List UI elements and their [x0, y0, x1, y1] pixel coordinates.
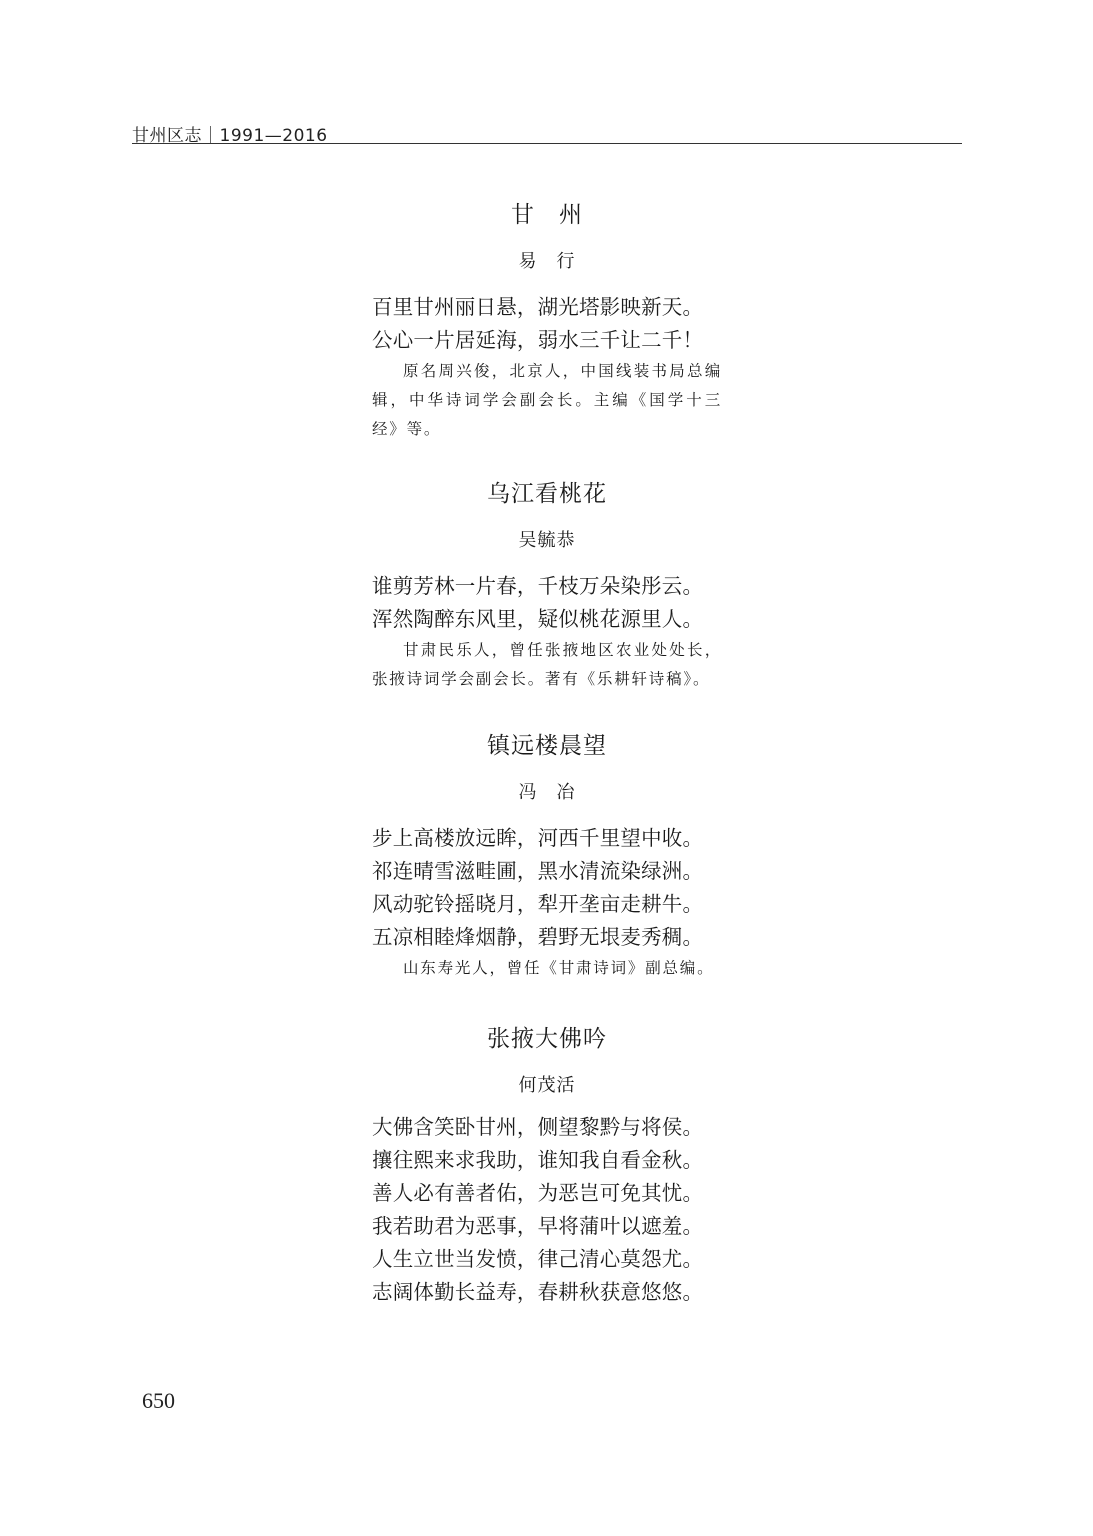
poem-title: 镇远楼晨望 — [487, 733, 607, 759]
poem-title: 张掖大佛吟 — [487, 1026, 607, 1052]
poem-line: 五凉相睦烽烟静，碧野无垠麦秀稠。 — [372, 925, 704, 949]
poem-lines — [372, 822, 722, 954]
header-rule — [132, 143, 962, 144]
poem — [372, 1019, 722, 1309]
poem-line: 谁剪芳林一片春，千枝万朵染彤云。 — [372, 574, 704, 598]
poem-line: 我若助君为恶事，早将蒲叶以遮羞。 — [372, 1214, 704, 1238]
poem-author: 何茂活 — [518, 1075, 576, 1096]
page-number: 650 — [142, 1388, 175, 1413]
poem — [372, 195, 722, 444]
poem — [372, 474, 722, 694]
poem-line: 志阔体勤长益寿，春耕秋获意悠悠。 — [372, 1280, 704, 1304]
poem-line: 祁连晴雪滋畦圃，黑水清流染绿洲。 — [372, 859, 704, 883]
poem-author: 冯 冶 — [518, 782, 576, 803]
running-header: 甘州区志｜1991—2016 — [132, 126, 328, 146]
poem-line: 浑然陶醉东风里，疑似桃花源里人。 — [372, 607, 704, 631]
poem-line: 步上高楼放远眸，河西千里望中收。 — [372, 826, 704, 850]
poem-title: 乌江看桃花 — [487, 481, 607, 507]
poem-lines — [372, 570, 722, 636]
poem-line: 百里甘州丽日悬，湖光塔影映新天。 — [372, 295, 704, 319]
poem-title: 甘 州 — [511, 202, 583, 228]
poem-lines — [372, 291, 722, 357]
poem-line: 公心一片居延海，弱水三千让二千！ — [372, 328, 704, 352]
poem-line: 大佛含笑卧甘州，侧望黎黔与将侯。 — [372, 1115, 704, 1139]
poem-line: 人生立世当发愤，律己清心莫怨尤。 — [372, 1247, 704, 1271]
poem-line: 风动驼铃摇晓月，犁开垄亩走耕牛。 — [372, 892, 704, 916]
poem-author: 易 行 — [518, 251, 576, 272]
author-note: 甘肃民乐人，曾任张掖地区农业处处长，张掖诗词学会副会长。著有《乐耕轩诗稿》。 — [372, 641, 722, 688]
poem — [372, 726, 722, 983]
author-note: 山东寿光人，曾任《甘肃诗词》副总编。 — [403, 959, 715, 977]
poem-author: 吴毓恭 — [518, 530, 576, 551]
poem-lines — [372, 1111, 722, 1309]
author-note: 原名周兴俊，北京人，中国线装书局总编辑，中华诗词学会副会长。主编《国学十三经》等。 — [372, 362, 722, 438]
poem-line: 善人必有善者佑，为恶岂可免其忧。 — [372, 1181, 704, 1205]
poems-column — [372, 195, 722, 1309]
poem-line: 攘往熙来求我助，谁知我自看金秋。 — [372, 1148, 704, 1172]
